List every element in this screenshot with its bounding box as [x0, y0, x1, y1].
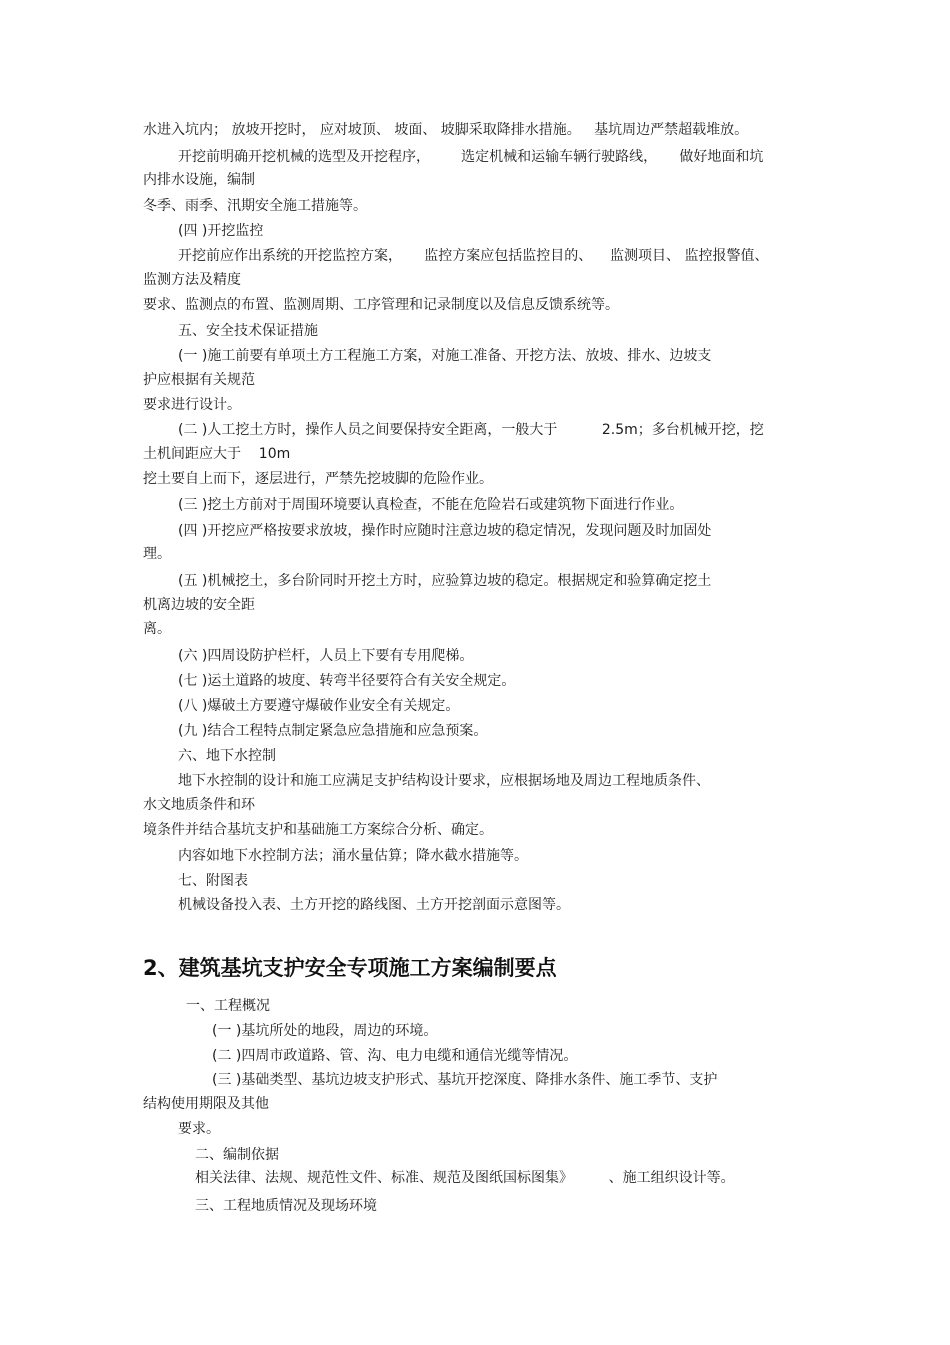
text-line: 开挖前明确开挖机械的选型及开挖程序， 选定机械和运输车辆行驶路线， 做好地面和坑 [178, 149, 764, 165]
text-line: (二 )四周市政道路、管、沟、电力电缆和通信光缆等情况。 [212, 1048, 578, 1064]
text-line: 结构使用期限及其他 [143, 1096, 269, 1112]
text-line: 内容如地下水控制方法；涌水量估算；降水截水措施等。 [178, 848, 528, 864]
text-line: 离。 [143, 621, 171, 637]
section-heading: 六、地下水控制 [178, 748, 276, 764]
text-line: 内排水设施，编制 [143, 172, 255, 188]
text-line: 水文地质条件和环 [143, 797, 255, 813]
section-heading: 七、附图表 [178, 873, 248, 889]
text-line: (七 )运土道路的坡度、转弯半径要符合有关安全规定。 [178, 673, 516, 689]
text-line: 要求。 [178, 1121, 220, 1137]
section-heading: 二、编制依据 [195, 1147, 279, 1163]
text-line: 土机间距应大于 10m [143, 446, 291, 462]
text-line: 相关法律、法规、规范性文件、标准、规范及图纸国标图集》 、施工组织设计等。 [195, 1170, 735, 1186]
chapter-heading: 2、建筑基坑支护安全专项施工方案编制要点 [143, 956, 557, 980]
text-line: 挖土要自上而下，逐层进行，严禁先挖坡脚的危险作业。 [143, 471, 493, 487]
section-heading: (四 )开挖监控 [178, 223, 264, 239]
text-line: (三 )基础类型、基坑边坡支护形式、基坑开挖深度、降排水条件、施工季节、支护 [212, 1072, 718, 1088]
text-line: 理。 [143, 546, 171, 562]
text-line: 冬季、雨季、汛期安全施工措施等。 [143, 198, 367, 214]
text-line: 地下水控制的设计和施工应满足支护结构设计要求，应根据场地及周边工程地质条件、 [178, 773, 710, 789]
text-line: 监测方法及精度 [143, 272, 241, 288]
text-line: (一 )施工前要有单项土方工程施工方案，对施工准备、开挖方法、放坡、排水、边坡支 [178, 348, 712, 364]
section-heading: 五、安全技术保证措施 [178, 323, 318, 339]
text-line: (二 )人工挖土方时，操作人员之间要保持安全距离，一般大于 2.5m；多台机械开挖，挖 [178, 422, 764, 438]
text-line: (八 )爆破土方要遵守爆破作业安全有关规定。 [178, 698, 460, 714]
text-line: (四 )开挖应严格按要求放坡，操作时应随时注意边坡的稳定情况，发现问题及时加固处 [178, 523, 712, 539]
text-line: 要求进行设计。 [143, 397, 241, 413]
section-heading: 一、工程概况 [186, 998, 270, 1014]
text-line: 开挖前应作出系统的开挖监控方案， 监控方案应包括监控目的、 监测项目、 监控报警值、 [178, 248, 769, 264]
text-line: 机械设备投入表、土方开挖的路线图、土方开挖剖面示意图等。 [178, 897, 570, 913]
text-line: 机离边坡的安全距 [143, 597, 255, 613]
text-line: 水进入坑内； 放坡开挖时， 应对坡顶、 坡面、 坡脚采取降排水措施。 基坑周边严禁超载堆放。 [143, 122, 749, 138]
text-line: 要求、监测点的布置、监测周期、工序管理和记录制度以及信息反馈系统等。 [143, 297, 619, 313]
text-line: (五 )机械挖土，多台阶同时开挖土方时，应验算边坡的稳定。根据规定和验算确定挖土 [178, 573, 712, 589]
section-heading: 三、工程地质情况及现场环境 [195, 1198, 377, 1214]
text-line: 境条件并结合基坑支护和基础施工方案综合分析、确定。 [143, 822, 493, 838]
text-line: (九 )结合工程特点制定紧急应急措施和应急预案。 [178, 723, 488, 739]
text-line: (三 )挖土方前对于周围环境要认真检查，不能在危险岩石或建筑物下面进行作业。 [178, 497, 684, 513]
text-line: (六 )四周设防护栏杆，人员上下要有专用爬梯。 [178, 648, 474, 664]
text-line: (一 )基坑所处的地段，周边的环境。 [212, 1023, 438, 1039]
text-line: 护应根据有关规范 [143, 372, 255, 388]
